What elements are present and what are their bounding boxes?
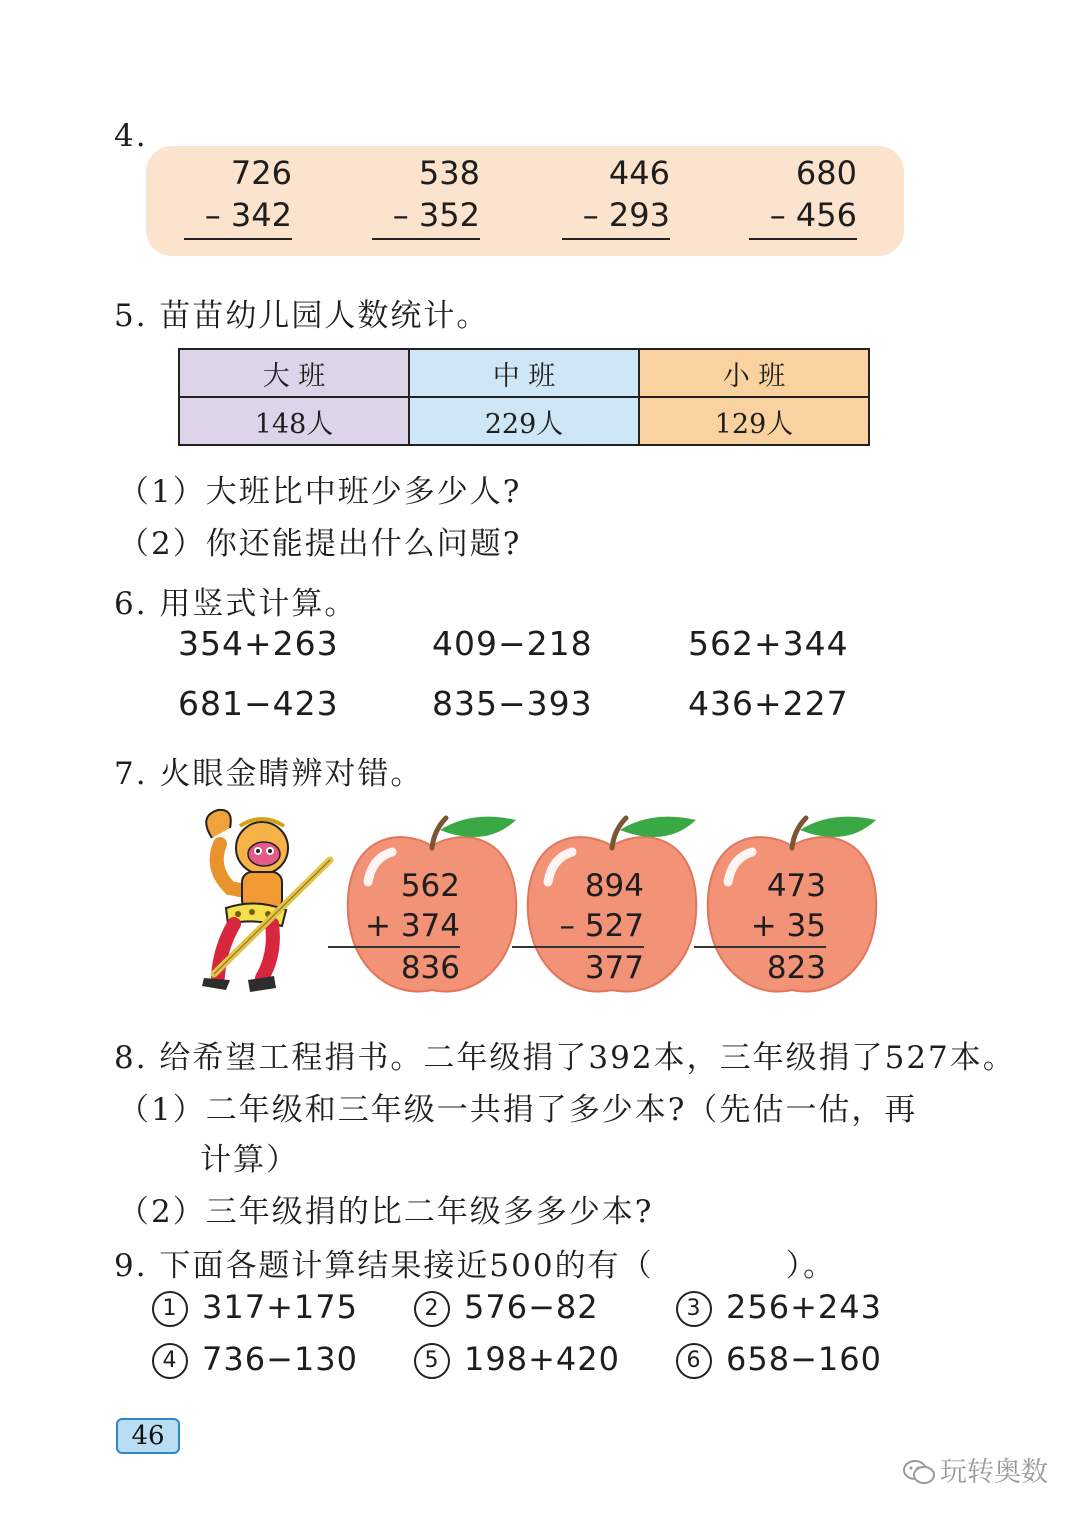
option-expression: 658−160 — [726, 1340, 882, 1378]
circled-number: 5 — [414, 1343, 450, 1379]
enrollment-table — [178, 348, 870, 446]
watermark — [902, 1450, 1048, 1489]
vertical-subtraction — [749, 152, 857, 240]
result: 823 — [766, 950, 826, 986]
option-4 — [152, 1340, 358, 1379]
table-row — [179, 397, 869, 445]
minuend: 680 — [795, 154, 857, 192]
vertical-subtraction — [184, 152, 292, 240]
calc-expression: 562+344 — [688, 624, 849, 663]
header-cell: 大 班 — [179, 349, 409, 397]
answer-line — [749, 238, 857, 240]
result: 836 — [400, 950, 460, 986]
minuend: 726 — [230, 154, 292, 192]
option-expression: 198+420 — [464, 1340, 620, 1378]
addend: + 35 — [750, 908, 826, 944]
circled-number: 3 — [676, 1291, 712, 1327]
q8-subquestion-2: （2）三年级捐的比二年级多多少本? — [118, 1194, 654, 1230]
subtrahend: – 456 — [769, 196, 857, 234]
answer-line — [562, 238, 670, 240]
minuend: 538 — [418, 154, 480, 192]
calc-expression: 436+227 — [688, 684, 849, 723]
q5-subquestion-1: （1）大班比中班少多少人? — [118, 474, 522, 510]
option-3 — [676, 1288, 882, 1327]
vertical-subtraction — [562, 152, 670, 240]
table-header-row — [179, 349, 869, 397]
option-6 — [676, 1340, 882, 1379]
apple-calculation — [716, 866, 826, 988]
option-expression: 576−82 — [464, 1288, 599, 1326]
monkey-king-illustration — [190, 808, 340, 998]
question-8-title: 8. 给希望工程捐书。二年级捐了392本，三年级捐了527本。 — [114, 1040, 1016, 1076]
answer-line — [184, 238, 292, 240]
option-expression: 256+243 — [726, 1288, 882, 1326]
circled-number: 2 — [414, 1291, 450, 1327]
option-expression: 736−130 — [202, 1340, 358, 1378]
calc-expression: 835−393 — [432, 684, 593, 723]
addend: 562 — [400, 868, 460, 904]
calc-expression: 409−218 — [432, 624, 593, 663]
vertical-subtraction — [372, 152, 480, 240]
option-5 — [414, 1340, 620, 1379]
subtrahend: – 342 — [204, 196, 292, 234]
calc-expression: 354+263 — [178, 624, 339, 663]
subtrahend: – 527 — [559, 908, 644, 944]
calc-expression: 681−423 — [178, 684, 339, 723]
value-cell: 229人 — [409, 397, 639, 445]
option-2 — [414, 1288, 599, 1327]
wechat-icon — [902, 1459, 936, 1485]
minuend: 446 — [608, 154, 670, 192]
question-5-title: 5. 苗苗幼儿园人数统计。 — [114, 298, 490, 334]
question-9-title: 9. 下面各题计算结果接近500的有（ ）。 — [114, 1248, 837, 1284]
addend: 473 — [766, 868, 826, 904]
watermark-text: 玩转奥数 — [940, 1457, 1048, 1488]
question-4-number: 4. — [114, 118, 148, 154]
answer-line — [372, 238, 480, 240]
subtrahend: – 352 — [392, 196, 480, 234]
value-cell: 129人 — [639, 397, 869, 445]
q8-subquestion-1: （1）二年级和三年级一共捐了多少本?（先估一估，再 — [118, 1092, 918, 1128]
header-cell: 中 班 — [409, 349, 639, 397]
question-6-title: 6. 用竖式计算。 — [114, 586, 358, 622]
q8-subquestion-1-cont: 计算） — [200, 1142, 299, 1178]
header-cell: 小 班 — [639, 349, 869, 397]
circled-number: 6 — [676, 1343, 712, 1379]
addend: + 374 — [365, 908, 460, 944]
subtrahend: – 293 — [582, 196, 670, 234]
result: 377 — [584, 950, 644, 986]
q5-subquestion-2: （2）你还能提出什么问题? — [118, 526, 522, 562]
page-number: 46 — [116, 1418, 180, 1454]
option-1 — [152, 1288, 358, 1327]
q4-problem-box — [146, 146, 904, 256]
circled-number: 1 — [152, 1291, 188, 1327]
circled-number: 4 — [152, 1343, 188, 1379]
option-expression: 317+175 — [202, 1288, 358, 1326]
question-7-title: 7. 火眼金睛辨对错。 — [114, 756, 424, 792]
apple-calculation — [350, 866, 460, 988]
value-cell: 148人 — [179, 397, 409, 445]
apple-calculation — [534, 866, 644, 988]
minuend: 894 — [584, 868, 644, 904]
